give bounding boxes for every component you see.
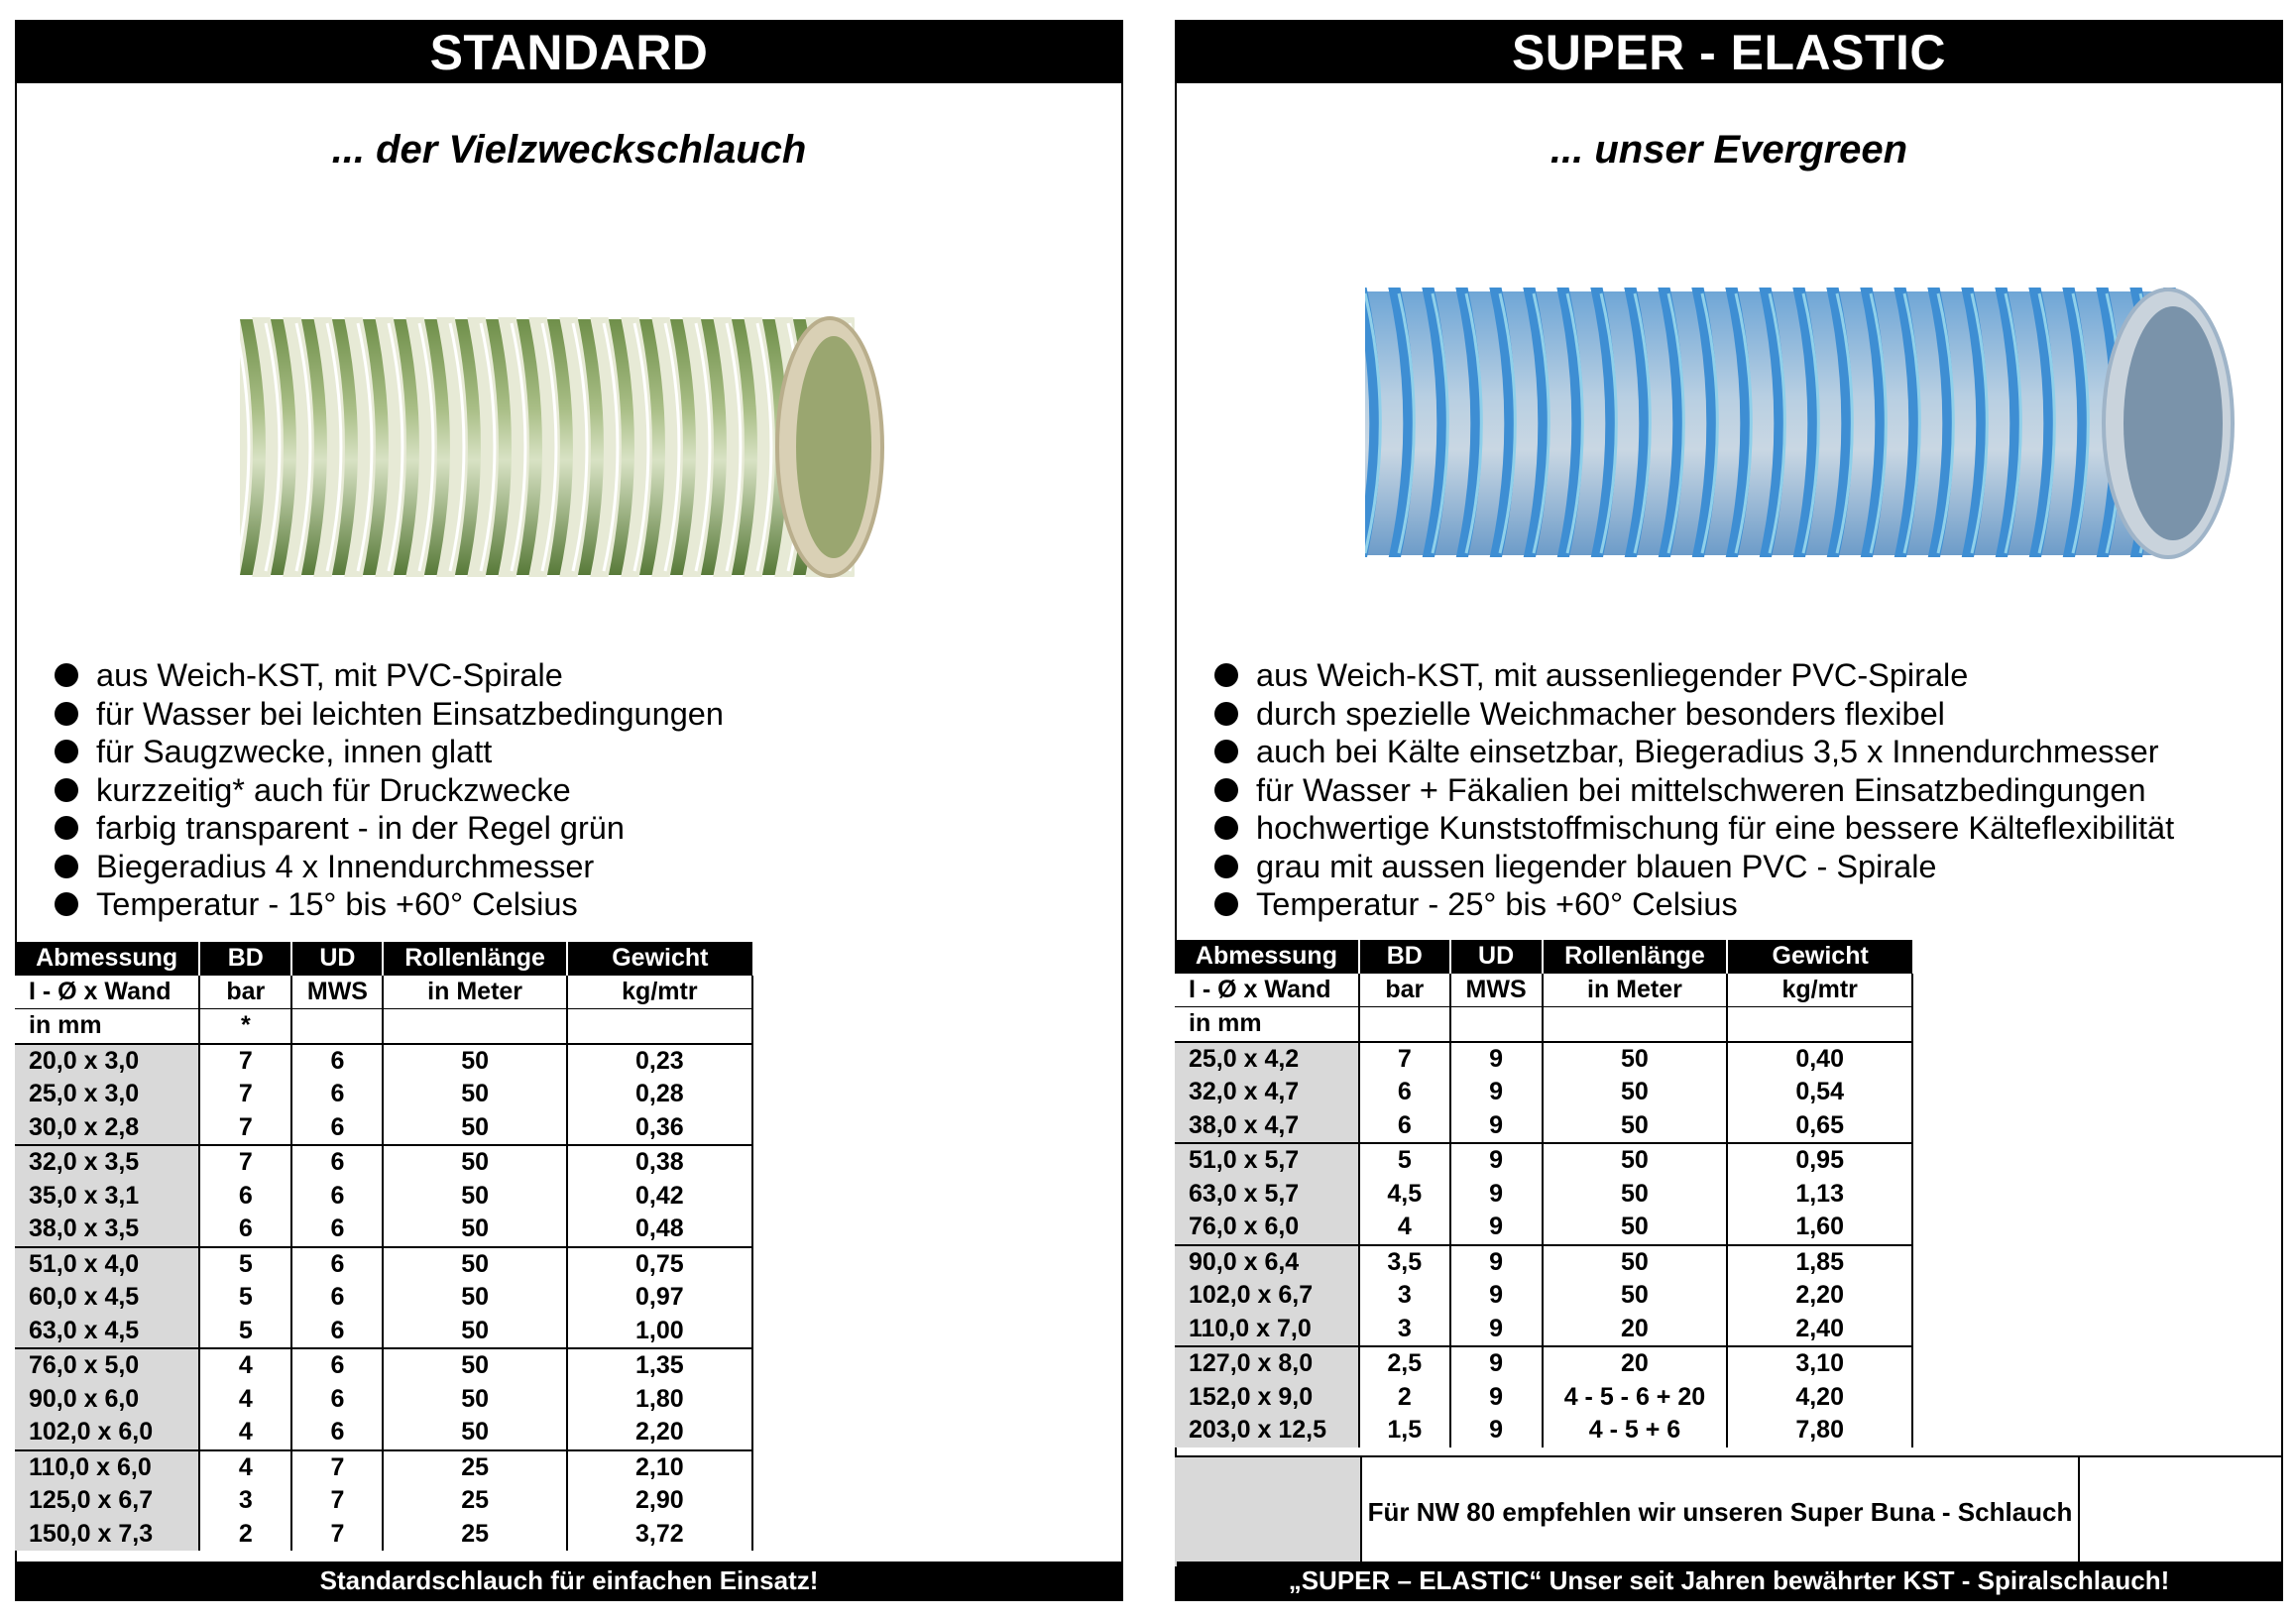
bullet-icon <box>1214 740 1238 763</box>
table-cell: I - Ø x Wand <box>15 976 199 1009</box>
note-row-shaded-cell <box>1175 1457 1362 1566</box>
super-elastic-feature-list <box>1199 656 2174 924</box>
feature-item <box>1199 885 2174 924</box>
table-cell: 102,0 x 6,7 <box>1175 1279 1359 1313</box>
super-elastic-title: SUPER - ELASTIC <box>1177 22 2281 83</box>
table-cell: 38,0 x 3,5 <box>15 1213 199 1247</box>
table-cell: 7 <box>199 1111 291 1146</box>
table-cell: 9 <box>1450 1211 1543 1245</box>
table-cell: 4 <box>199 1450 291 1485</box>
table-cell: 25,0 x 4,2 <box>1175 1042 1359 1077</box>
bullet-icon <box>55 663 78 687</box>
table-cell: 9 <box>1450 1313 1543 1347</box>
table-row <box>1175 1245 1912 1280</box>
table-cell: 50 <box>383 1416 566 1450</box>
table-cell <box>1359 1007 1450 1042</box>
table-cell: 51,0 x 5,7 <box>1175 1143 1359 1178</box>
table-cell: 4,5 <box>1359 1178 1450 1212</box>
feature-item <box>1199 733 2174 771</box>
table-cell: 6 <box>291 1145 383 1180</box>
table-cell: 3 <box>199 1484 291 1518</box>
table-cell: 150,0 x 7,3 <box>15 1518 199 1552</box>
table-row <box>1175 1076 1912 1109</box>
table-cell: 7 <box>199 1044 291 1079</box>
feature-text: Biegeradius 4 x Innendurchmesser <box>96 848 595 884</box>
table-cell: 6 <box>199 1180 291 1214</box>
bullet-icon <box>1214 855 1238 878</box>
table-cell: 7 <box>199 1078 291 1111</box>
table-row <box>1175 1279 1912 1313</box>
table-cell: 6 <box>291 1213 383 1247</box>
table-cell: 50 <box>383 1348 566 1383</box>
feature-text: farbig transparent - in der Regel grün <box>96 810 625 846</box>
table-cell: 50 <box>383 1383 566 1417</box>
table-cell: 9 <box>1450 1076 1543 1109</box>
table-cell: 4 <box>1359 1211 1450 1245</box>
table-cell: 0,54 <box>1727 1076 1912 1109</box>
bullet-icon <box>55 816 78 840</box>
table-cell: 76,0 x 6,0 <box>1175 1211 1359 1245</box>
table-cell: 76,0 x 5,0 <box>15 1348 199 1383</box>
bullet-icon <box>55 702 78 726</box>
standard-feature-list <box>39 656 724 924</box>
table-cell: 90,0 x 6,4 <box>1175 1245 1359 1280</box>
table-cell: 2 <box>1359 1381 1450 1415</box>
table-cell: kg/mtr <box>567 976 752 1009</box>
table-cell: Abmessung <box>15 942 199 976</box>
table-row <box>1175 1346 1912 1381</box>
feature-text: aus Weich-KST, mit PVC-Spirale <box>96 657 563 693</box>
table-cell: 51,0 x 4,0 <box>15 1247 199 1282</box>
table-cell: 3,10 <box>1727 1346 1912 1381</box>
table-cell: 152,0 x 9,0 <box>1175 1381 1359 1415</box>
table-cell: 50 <box>383 1145 566 1180</box>
table-cell: 9 <box>1450 1381 1543 1415</box>
table-cell: 7 <box>199 1145 291 1180</box>
table-cell <box>1727 1007 1912 1042</box>
table-cell: 9 <box>1450 1245 1543 1280</box>
table-cell: 9 <box>1450 1279 1543 1313</box>
table-cell: 0,75 <box>567 1247 752 1282</box>
green-spiral-hose-image <box>17 220 1121 607</box>
table-cell: 203,0 x 12,5 <box>1175 1414 1359 1447</box>
table-cell: Rollenlänge <box>1543 940 1728 974</box>
table-cell: 1,00 <box>567 1315 752 1349</box>
super-elastic-spec-table <box>1175 940 1913 1447</box>
table-cell: 50 <box>1543 1279 1728 1313</box>
table-cell: Gewicht <box>567 942 752 976</box>
feature-item <box>39 771 724 810</box>
table-cell: 6 <box>291 1281 383 1315</box>
table-row <box>1175 1414 1912 1447</box>
table-cell: 50 <box>1543 1042 1728 1077</box>
table-cell: 6 <box>291 1078 383 1111</box>
table-header-row <box>1175 940 1912 974</box>
bullet-icon <box>1214 816 1238 840</box>
table-cell: 25 <box>383 1450 566 1485</box>
table-cell: 3,72 <box>567 1518 752 1552</box>
table-cell: 25 <box>383 1484 566 1518</box>
table-cell: 5 <box>199 1281 291 1315</box>
table-row <box>15 1078 752 1111</box>
super-elastic-footer: „SUPER – ELASTIC“ Unser seit Jahren bewährter KST - Spiralschlauch! <box>1177 1562 2281 1599</box>
table-cell: 6 <box>291 1044 383 1079</box>
table-cell: 3 <box>1359 1313 1450 1347</box>
table-cell: 0,95 <box>1727 1143 1912 1178</box>
feature-text: kurzzeitig* auch für Druckzwecke <box>96 771 571 808</box>
bullet-icon <box>1214 892 1238 916</box>
table-cell: 20 <box>1543 1346 1728 1381</box>
table-cell: 4 <box>199 1348 291 1383</box>
table-cell: 0,97 <box>567 1281 752 1315</box>
table-row <box>1175 1109 1912 1144</box>
bullet-icon <box>55 778 78 802</box>
feature-item <box>39 733 724 771</box>
feature-text: Temperatur - 25° bis +60° Celsius <box>1256 886 1738 922</box>
table-row <box>15 1518 752 1552</box>
feature-item <box>39 885 724 924</box>
table-cell: Gewicht <box>1727 940 1912 974</box>
table-row <box>15 1348 752 1383</box>
feature-text: grau mit aussen liegender blauen PVC - Spirale <box>1256 848 1937 884</box>
table-cell: 50 <box>383 1078 566 1111</box>
table-cell: 6 <box>291 1315 383 1349</box>
table-cell: 25 <box>383 1518 566 1552</box>
table-cell: UD <box>1450 940 1543 974</box>
table-cell: 127,0 x 8,0 <box>1175 1346 1359 1381</box>
table-cell: 2,20 <box>1727 1279 1912 1313</box>
standard-subtitle: ... der Vielzweckschlauch <box>331 128 807 172</box>
table-cell: 1,85 <box>1727 1245 1912 1280</box>
feature-text: aus Weich-KST, mit aussenliegender PVC-Spirale <box>1256 657 1969 693</box>
table-cell: 35,0 x 3,1 <box>15 1180 199 1214</box>
table-cell: 7 <box>1359 1042 1450 1077</box>
table-cell: 9 <box>1450 1346 1543 1381</box>
table-cell: 125,0 x 6,7 <box>15 1484 199 1518</box>
standard-title: STANDARD <box>17 22 1121 83</box>
table-cell <box>1450 1007 1543 1042</box>
table-cell: 4 - 5 - 6 + 20 <box>1543 1381 1728 1415</box>
table-cell: 1,80 <box>567 1383 752 1417</box>
table-cell: bar <box>199 976 291 1009</box>
table-cell: 50 <box>383 1111 566 1146</box>
table-row <box>1175 1381 1912 1415</box>
table-cell: 63,0 x 5,7 <box>1175 1178 1359 1212</box>
table-cell: 6 <box>291 1111 383 1146</box>
super-elastic-note-row <box>1175 1455 2283 1566</box>
bullet-icon <box>1214 778 1238 802</box>
table-cell: 50 <box>383 1247 566 1282</box>
table-cell: 0,38 <box>567 1145 752 1180</box>
table-cell: 50 <box>1543 1178 1728 1212</box>
table-cell: 50 <box>1543 1109 1728 1144</box>
table-cell: 2,90 <box>567 1484 752 1518</box>
table-cell: 1,35 <box>567 1348 752 1383</box>
table-cell: 5 <box>199 1315 291 1349</box>
table-cell <box>383 1009 566 1044</box>
feature-item <box>39 656 724 695</box>
table-cell: BD <box>199 942 291 976</box>
table-cell: 6 <box>291 1416 383 1450</box>
feature-item <box>39 695 724 734</box>
table-row <box>15 1213 752 1247</box>
feature-item <box>39 809 724 848</box>
blue-spiral-hose-image <box>1177 220 2281 607</box>
table-cell: 1,5 <box>1359 1414 1450 1447</box>
table-cell: kg/mtr <box>1727 974 1912 1007</box>
table-cell: 9 <box>1450 1178 1543 1212</box>
table-row <box>15 1111 752 1146</box>
feature-text: für Wasser bei leichten Einsatzbedingungen <box>96 695 724 732</box>
table-row <box>1175 1042 1912 1077</box>
table-cell: 9 <box>1450 1042 1543 1077</box>
table-header-row <box>1175 1007 1912 1042</box>
table-cell: 50 <box>1543 1076 1728 1109</box>
table-row <box>15 1145 752 1180</box>
bullet-icon <box>55 892 78 916</box>
feature-item <box>1199 695 2174 734</box>
feature-text: hochwertige Kunststoffmischung für eine bessere Kälteflexibilität <box>1256 810 2175 846</box>
super-buna-recommendation: Für NW 80 empfehlen wir unseren Super Buna - Schlauch <box>1362 1457 2080 1566</box>
table-cell: I - Ø x Wand <box>1175 974 1359 1007</box>
table-row <box>15 1416 752 1450</box>
table-cell: 2,5 <box>1359 1346 1450 1381</box>
table-cell: 2 <box>199 1518 291 1552</box>
table-cell: 6 <box>1359 1109 1450 1144</box>
table-cell: 32,0 x 4,7 <box>1175 1076 1359 1109</box>
table-cell: 7 <box>291 1484 383 1518</box>
feature-item <box>39 848 724 886</box>
table-cell: 110,0 x 6,0 <box>15 1450 199 1485</box>
table-cell: 4 <box>199 1416 291 1450</box>
table-cell: 6 <box>291 1180 383 1214</box>
table-cell: 5 <box>1359 1143 1450 1178</box>
table-cell: Rollenlänge <box>383 942 566 976</box>
table-row <box>1175 1313 1912 1347</box>
table-cell: 50 <box>1543 1245 1728 1280</box>
feature-item <box>1199 771 2174 810</box>
table-row <box>15 1247 752 1282</box>
table-cell: 7,80 <box>1727 1414 1912 1447</box>
table-cell: 0,40 <box>1727 1042 1912 1077</box>
table-cell: 1,13 <box>1727 1178 1912 1212</box>
table-cell: UD <box>291 942 383 976</box>
table-cell: 4 <box>199 1383 291 1417</box>
table-cell: in Meter <box>1543 974 1728 1007</box>
table-row <box>1175 1178 1912 1212</box>
table-cell: 50 <box>383 1044 566 1079</box>
feature-item <box>1199 848 2174 886</box>
table-cell: 90,0 x 6,0 <box>15 1383 199 1417</box>
table-cell: 50 <box>383 1180 566 1214</box>
table-row <box>15 1383 752 1417</box>
table-cell: 6 <box>199 1213 291 1247</box>
table-header-row <box>15 976 752 1009</box>
standard-footer: Standardschlauch für einfachen Einsatz! <box>17 1562 1121 1599</box>
table-cell: 9 <box>1450 1143 1543 1178</box>
table-cell: 9 <box>1450 1109 1543 1144</box>
table-header-row <box>15 942 752 976</box>
feature-text: durch spezielle Weichmacher besonders flexibel <box>1256 695 1945 732</box>
table-cell: 4,20 <box>1727 1381 1912 1415</box>
table-cell: * <box>199 1009 291 1044</box>
table-cell: 0,28 <box>567 1078 752 1111</box>
table-cell: MWS <box>291 976 383 1009</box>
table-cell: 0,65 <box>1727 1109 1912 1144</box>
standard-panel <box>15 20 1123 1601</box>
table-cell: 0,48 <box>567 1213 752 1247</box>
table-cell: 3 <box>1359 1279 1450 1313</box>
table-header-row <box>15 1009 752 1044</box>
feature-text: Temperatur - 15° bis +60° Celsius <box>96 886 578 922</box>
table-cell: in mm <box>1175 1007 1359 1042</box>
table-cell: 20,0 x 3,0 <box>15 1044 199 1079</box>
table-cell: 6 <box>291 1247 383 1282</box>
table-cell: 0,42 <box>567 1180 752 1214</box>
table-row <box>15 1044 752 1079</box>
bullet-icon <box>55 740 78 763</box>
table-row <box>1175 1211 1912 1245</box>
table-cell: 50 <box>1543 1143 1728 1178</box>
feature-text: auch bei Kälte einsetzbar, Biegeradius 3,5 x Innendurchmesser <box>1256 734 2159 769</box>
table-row <box>1175 1143 1912 1178</box>
table-cell: MWS <box>1450 974 1543 1007</box>
table-cell: 2,20 <box>567 1416 752 1450</box>
table-row <box>15 1450 752 1485</box>
table-row <box>15 1484 752 1518</box>
table-cell: 110,0 x 7,0 <box>1175 1313 1359 1347</box>
table-cell: BD <box>1359 940 1450 974</box>
table-cell <box>1543 1007 1728 1042</box>
table-cell: in mm <box>15 1009 199 1044</box>
table-cell: 0,36 <box>567 1111 752 1146</box>
table-cell: 2,40 <box>1727 1313 1912 1347</box>
table-cell: 6 <box>1359 1076 1450 1109</box>
table-cell: 1,60 <box>1727 1211 1912 1245</box>
table-cell: 50 <box>383 1213 566 1247</box>
super-elastic-panel <box>1175 20 2283 1601</box>
table-cell: 102,0 x 6,0 <box>15 1416 199 1450</box>
table-cell: 7 <box>291 1450 383 1485</box>
table-cell <box>291 1009 383 1044</box>
table-cell: 4 - 5 + 6 <box>1543 1414 1728 1447</box>
bullet-icon <box>1214 702 1238 726</box>
table-cell: 0,23 <box>567 1044 752 1079</box>
table-cell: 32,0 x 3,5 <box>15 1145 199 1180</box>
feature-item <box>1199 656 2174 695</box>
table-cell: 6 <box>291 1348 383 1383</box>
table-cell: 30,0 x 2,8 <box>15 1111 199 1146</box>
table-cell: 38,0 x 4,7 <box>1175 1109 1359 1144</box>
table-cell: 6 <box>291 1383 383 1417</box>
standard-spec-table <box>15 942 753 1551</box>
table-cell: 20 <box>1543 1313 1728 1347</box>
table-cell: Abmessung <box>1175 940 1359 974</box>
table-cell: 63,0 x 4,5 <box>15 1315 199 1349</box>
table-row <box>15 1180 752 1214</box>
table-cell: 2,10 <box>567 1450 752 1485</box>
table-row <box>15 1315 752 1349</box>
table-row <box>15 1281 752 1315</box>
table-cell <box>567 1009 752 1044</box>
table-cell: 25,0 x 3,0 <box>15 1078 199 1111</box>
super-elastic-subtitle: ... unser Evergreen <box>1550 128 1908 172</box>
feature-text: für Wasser + Fäkalien bei mittelschweren Einsatzbedingungen <box>1256 771 2146 808</box>
table-cell: 7 <box>291 1518 383 1552</box>
table-cell: in Meter <box>383 976 566 1009</box>
table-cell: 50 <box>383 1281 566 1315</box>
feature-text: für Saugzwecke, innen glatt <box>96 734 493 769</box>
table-cell: 50 <box>383 1315 566 1349</box>
table-cell: 5 <box>199 1247 291 1282</box>
table-cell: bar <box>1359 974 1450 1007</box>
table-header-row <box>1175 974 1912 1007</box>
table-cell: 50 <box>1543 1211 1728 1245</box>
table-cell: 60,0 x 4,5 <box>15 1281 199 1315</box>
table-cell: 9 <box>1450 1414 1543 1447</box>
feature-item <box>1199 809 2174 848</box>
bullet-icon <box>55 855 78 878</box>
bullet-icon <box>1214 663 1238 687</box>
table-cell: 3,5 <box>1359 1245 1450 1280</box>
